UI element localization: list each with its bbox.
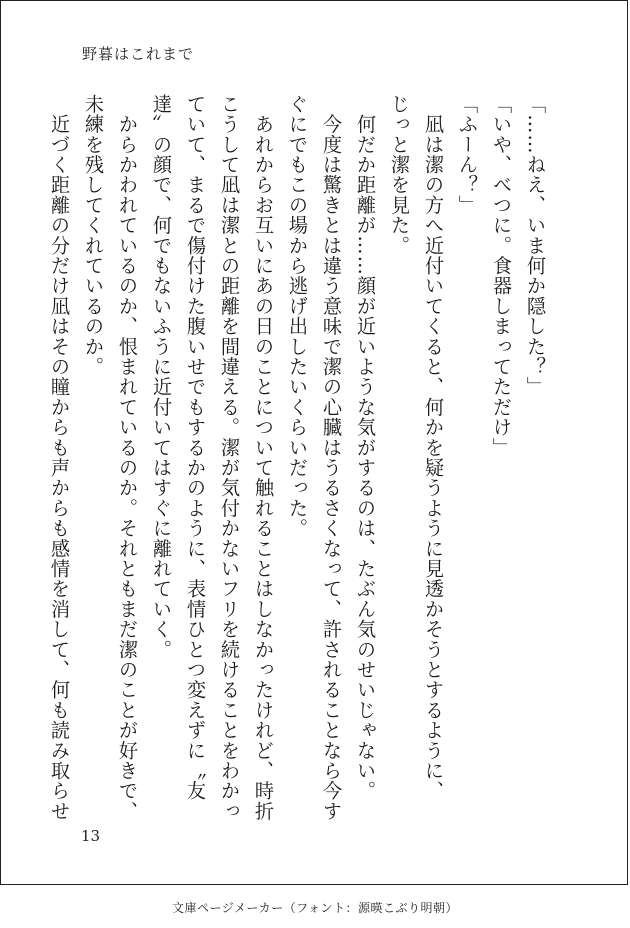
text-line: ていて、まるで傷付けた腹いせでもするかのように、表情ひとつ変えずに〝友	[184, 94, 207, 801]
footer-credit: 文庫ページメーカー（フォント：源暎こぶり明朝）	[171, 901, 459, 915]
text-line: じっと潔を見た。	[388, 94, 411, 256]
text-line: 今度は驚きとは違う意味で潔の心臓はうるさくなって、許されることなら今す	[320, 94, 343, 822]
vertical-body-text	[42, 94, 552, 822]
text-line: 「いや、べつに。食器しまってただけ」	[490, 94, 513, 458]
running-header-title: 野暮はこれまで	[82, 45, 195, 63]
text-line: 何だか距離が……顔が近いような気がするのは、たぶん気のせいじゃない。	[354, 94, 377, 801]
text-line: 近づく距離の分だけ凪はその瞳からも声からも感情を消して、何も読み取らせ	[48, 94, 71, 822]
page-number: 13	[81, 827, 101, 845]
text-line: こうして凪は潔との距離を間違える。潔が気付かないフリを続けることをわかっ	[218, 94, 241, 822]
text-line: 未練を残してくれているのか。	[82, 94, 105, 377]
text-line: 達〟の顔で、何でもないふうに近付いてはすぐに離れていく。	[150, 94, 173, 660]
text-line: あれからお互いにあの日のことについて触れることはしなかったけれど、時折	[252, 94, 275, 822]
text-line: 凪は潔の方へ近付いてくると、何かを疑うように見透かそうとするように、	[422, 94, 445, 801]
text-line: からかわれているのか、恨まれているのか。それともまだ潔のことが好きで、	[116, 94, 139, 822]
text-line: 「……ねえ、いま何か隠した？」	[524, 94, 547, 397]
text-line: 「ふーん？」	[456, 94, 479, 216]
text-line: ぐにでもこの場から逃げ出したいくらいだった。	[286, 94, 309, 539]
